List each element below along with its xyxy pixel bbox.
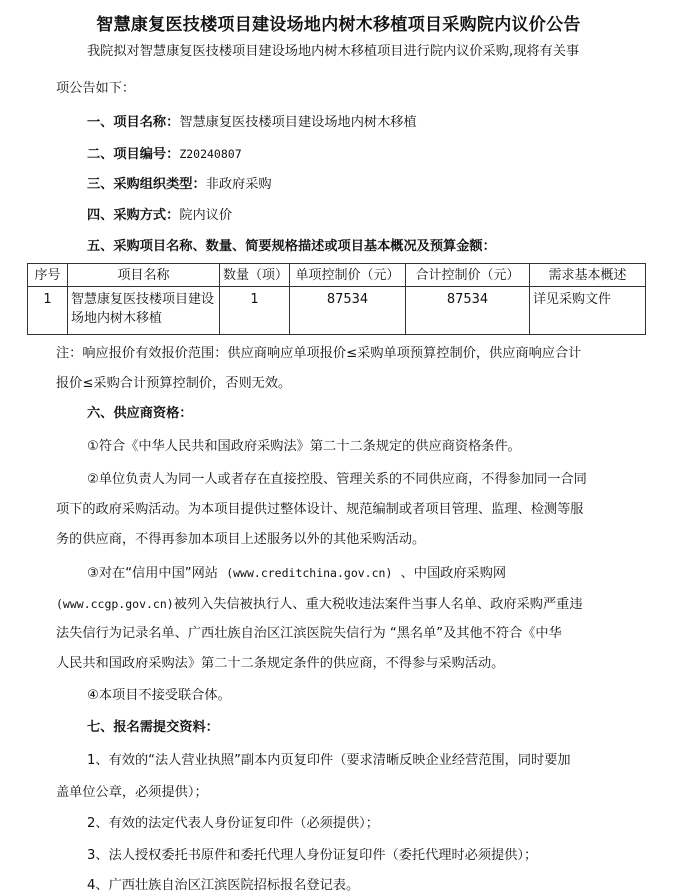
section-7-heading: 七、报名需提交资料：	[87, 720, 219, 735]
section-6-item-2-line-2: 项下的政府采购活动。为本项目提供过整体设计、规范编制或者项目管理、监理、检测等服	[56, 502, 584, 517]
section-6-item-3-line-2	[56, 594, 583, 615]
col-header-desc: 需求基本概述	[530, 264, 646, 287]
intro-line-2: 项公告如下：	[56, 81, 136, 96]
procurement-type-label: 三、采购组织类型：	[87, 177, 206, 192]
section-7-item-4: 4、广西壮族自治区江滨医院招标报名登记表。	[87, 878, 360, 893]
intro-line-1: 我院拟对智慧康复医技楼项目建设场地内树木移植项目进行院内议价采购,现将有关事	[87, 44, 580, 59]
note-line-1: 注：响应报价有效报价范围：供应商响应单项报价≤采购单项预算控制价，供应商响应合计	[56, 346, 582, 361]
cell-desc: 详见采购文件	[530, 287, 646, 335]
col-header-qty: 数量（项）	[220, 264, 290, 287]
project-number-value: Z20240807	[179, 147, 242, 161]
procurement-method-row	[87, 206, 232, 226]
creditchina-url: (www.creditchina.gov.cn)	[226, 566, 393, 580]
procurement-method-value: 院内议价	[179, 208, 233, 223]
ccgp-url: (www.ccgp.gov.cn)	[56, 597, 174, 611]
section-7-item-1-line-2: 盖单位公章，必须提供）；	[56, 785, 208, 800]
table-header-row	[28, 264, 646, 287]
section-6-item-4: ④本项目不接受联合体。	[87, 688, 231, 703]
cell-total-price: 87534	[406, 287, 530, 335]
procurement-type-value: 非政府采购	[205, 177, 272, 192]
section-6-item-1: ①符合《中华人民共和国政府采购法》第二十二条规定的供应商资格条件。	[87, 439, 521, 454]
cell-no: 1	[28, 287, 68, 335]
page-title: 智慧康复医技楼项目建设场地内树木移植项目采购院内议价公告	[96, 15, 581, 35]
section-6-item-3-line-4: 人民共和国政府采购法》第二十二条规定条件的供应商，不得参与采购活动。	[56, 656, 505, 671]
table-row	[28, 287, 646, 335]
project-number-label: 二、项目编号：	[87, 147, 180, 162]
cell-name: 智慧康复医技楼项目建设场地内树木移植	[68, 287, 220, 335]
item-3-prefix: ③对在“信用中国”网站	[87, 566, 218, 581]
project-name-value: 智慧康复医技楼项目建设场地内树木移植	[179, 115, 417, 130]
procurement-type-row	[87, 175, 272, 195]
section-6-item-3-line-3: 法失信行为记录名单、广西壮族自治区江滨医院失信行为 “黑名单”及其他不符合《中华	[56, 626, 562, 641]
section-6-item-2-line-3: 务的供应商，不得再参加本项目上述服务以外的其他采购活动。	[56, 532, 426, 547]
item-3-suffix: 、中国政府采购网	[400, 566, 507, 581]
budget-section-heading: 五、采购项目名称、数量、简要规格描述或项目基本概况及预算金额：	[87, 239, 496, 254]
section-6-item-2-line-1: ②单位负责人为同一人或者存在直接控股、管理关系的不同供应商，不得参加同一合同	[87, 472, 587, 487]
cell-qty: 1	[220, 287, 290, 335]
budget-table	[27, 263, 646, 335]
section-6-heading: 六、供应商资格：	[87, 406, 193, 421]
section-6-item-3-line-1	[87, 563, 506, 584]
note-line-2: 报价≤采购合计预算控制价，否则无效。	[56, 376, 292, 391]
section-7-item-3: 3、法人授权委托书原件和委托代理人身份证复印件（委托代理时必须提供）；	[87, 848, 538, 863]
project-name-label: 一、项目名称：	[87, 115, 180, 130]
col-header-name: 项目名称	[68, 264, 220, 287]
section-7-item-2: 2、有效的法定代表人身份证复印件（必须提供）；	[87, 816, 379, 831]
item-3-line-2-text: 被列入失信被执行人、重大税收违法案件当事人名单、政府采购严重违	[173, 597, 583, 612]
section-7-item-1-line-1: 1、有效的“法人营业执照”副本内页复印件（要求清晰反映企业经营范围，同时要加	[87, 753, 571, 768]
col-header-no: 序号	[28, 264, 68, 287]
project-number-row	[87, 144, 242, 165]
procurement-method-label: 四、采购方式：	[87, 208, 180, 223]
project-name-row	[87, 113, 417, 133]
col-header-total-price: 合计控制价（元）	[406, 264, 530, 287]
col-header-unit-price: 单项控制价（元）	[290, 264, 406, 287]
cell-unit-price: 87534	[290, 287, 406, 335]
